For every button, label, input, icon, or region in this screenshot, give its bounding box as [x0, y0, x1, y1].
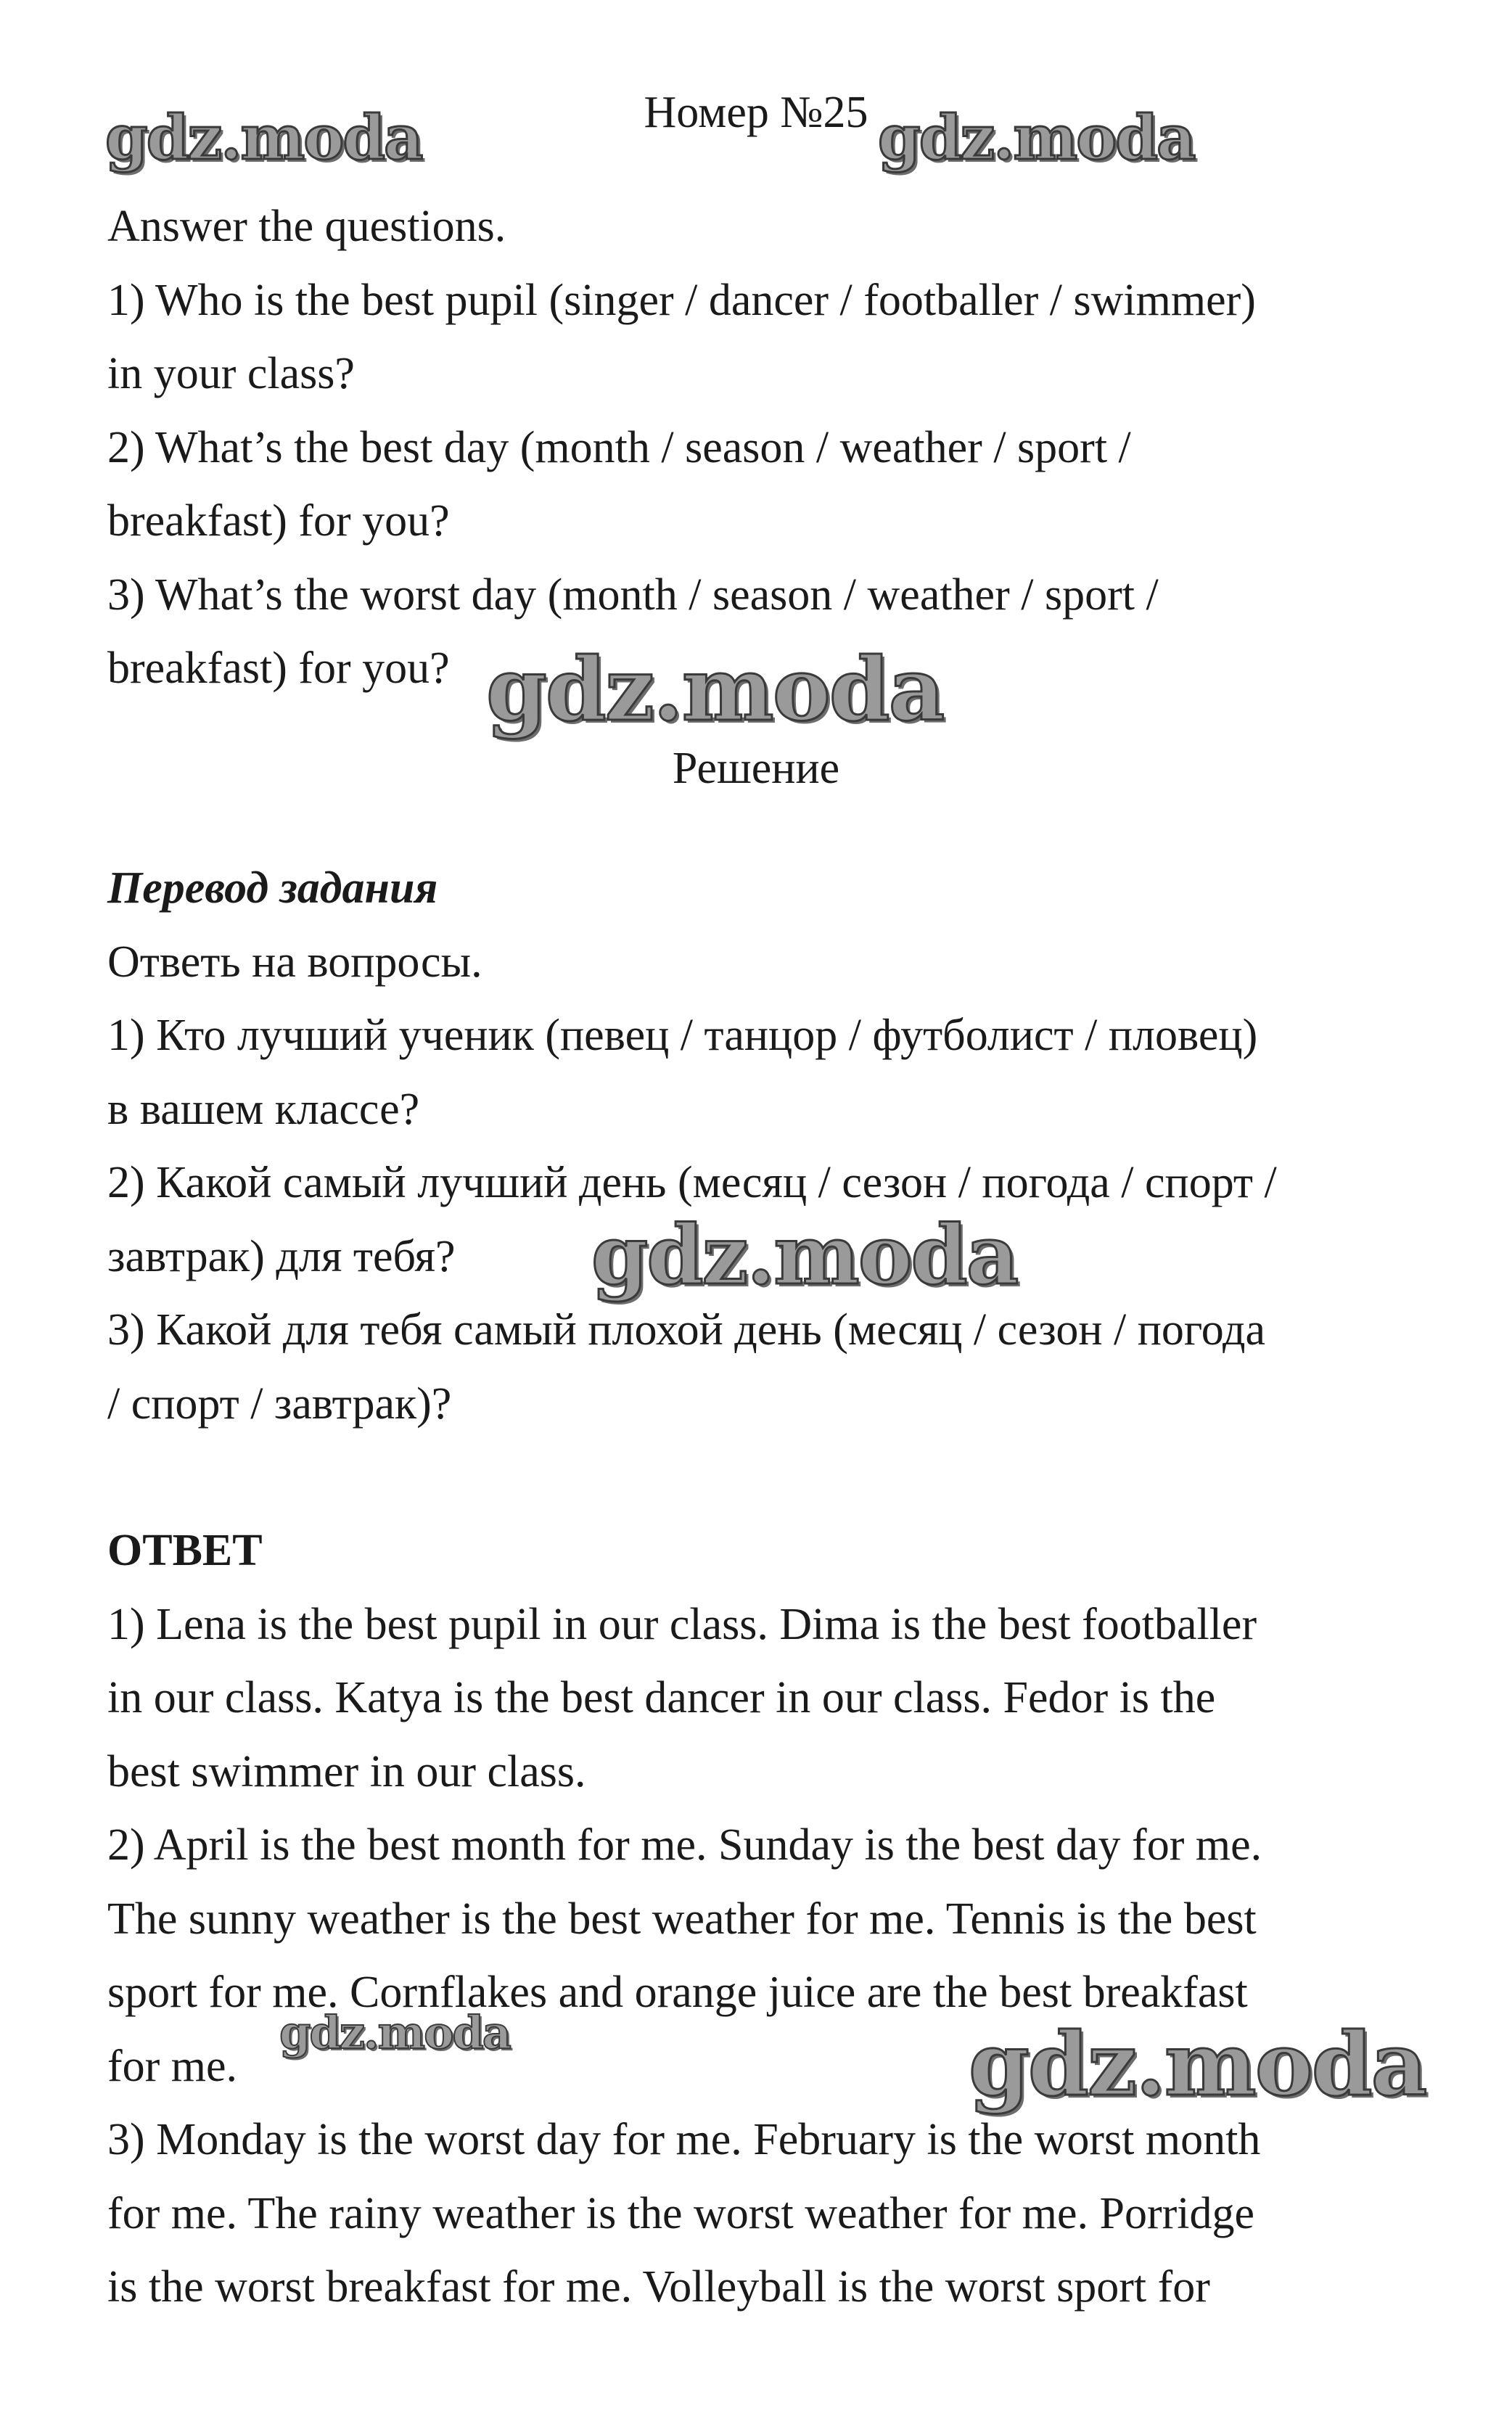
translation-line: Ответь на вопросы.	[107, 937, 482, 987]
task-line: in your class?	[107, 349, 355, 398]
watermark-logo: gdz.moda	[486, 638, 944, 741]
translation-line: 3) Какой для тебя самый плохой день (месяц / сезон / погода	[107, 1305, 1266, 1355]
watermark-logo: gdz.moda	[878, 102, 1195, 173]
answer-line: sport for me. Cornflakes and orange juice are the best breakfast	[107, 1968, 1248, 2017]
answer-line: 1) Lena is the best pupil in our class. Dima is the best footballer	[107, 1599, 1257, 1649]
task-line: breakfast) for you?	[107, 644, 450, 693]
watermark-logo: gdz.moda	[969, 2013, 1426, 2116]
task-line: 1) Who is the best pupil (singer / dancer / footballer / swimmer)	[107, 275, 1256, 325]
answer-block	[107, 1514, 1413, 2325]
translation-line: 2) Какой самый лучший день (месяц / сезон / погода / спорт /	[107, 1158, 1277, 1207]
task-line: 2) What’s the best day (month / season / weather / sport /	[107, 422, 1131, 472]
translation-block	[107, 852, 1413, 1441]
answer-heading: ОТВЕТ	[107, 1526, 263, 1575]
translation-heading: Перевод задания	[107, 863, 438, 913]
translation-line: в вашем классе?	[107, 1084, 420, 1134]
answer-line: in our class. Katya is the best dancer in our class. Fedor is the	[107, 1673, 1216, 1722]
watermark-logo: gdz.moda	[279, 2006, 510, 2059]
page-title: Номер №25	[644, 88, 868, 137]
answer-line: best swimmer in our class.	[107, 1746, 586, 1796]
answer-line: is the worst breakfast for me. Volleyball is the worst sport for	[107, 2262, 1210, 2312]
answer-line: 3) Monday is the worst day for me. February is the worst month	[107, 2115, 1261, 2164]
task-line: Answer the questions.	[107, 202, 506, 251]
task-line: 3) What’s the worst day (month / season / weather / sport /	[107, 570, 1159, 620]
answer-line: The sunny weather is the best weather for me. Tennis is the best	[107, 1894, 1257, 1944]
translation-line: / спорт / завтрак)?	[107, 1379, 452, 1429]
solution-title: Решение	[672, 744, 840, 793]
translation-line: завтрак) для тебя?	[107, 1231, 456, 1281]
answer-line: for me.	[107, 2041, 238, 2091]
watermark-logo: gdz.moda	[591, 1208, 1018, 1303]
answer-line: for me. The rainy weather is the worst weather for me. Porridge	[107, 2188, 1255, 2238]
watermark-logo: gdz.moda	[105, 102, 422, 173]
answer-line: 2) April is the best month for me. Sunday is the best day for me.	[107, 1820, 1262, 1870]
translation-line: 1) Кто лучший ученик (певец / танцор / футболист / пловец)	[107, 1011, 1258, 1060]
task-line: breakfast) for you?	[107, 496, 450, 546]
task-block	[107, 190, 1413, 706]
